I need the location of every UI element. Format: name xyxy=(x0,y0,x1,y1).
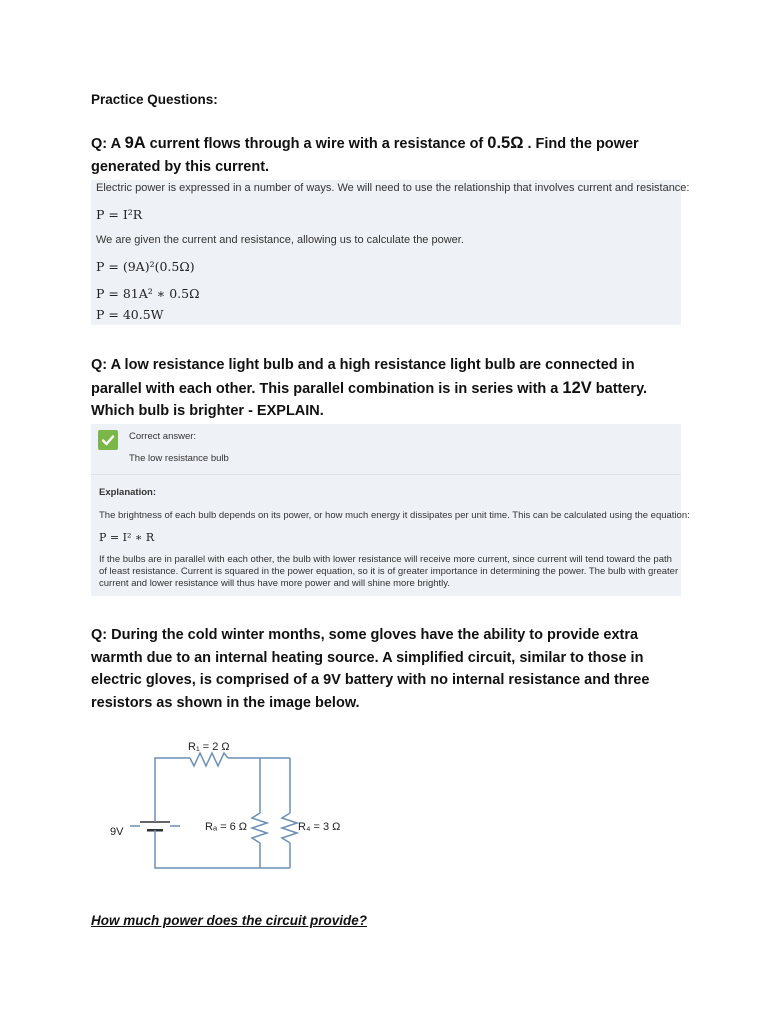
divider xyxy=(91,474,681,475)
q1-solution-panel xyxy=(91,180,690,325)
ra-label: Rₐ = 6 Ω xyxy=(205,821,247,833)
r1-label: R₁ = 2 Ω xyxy=(188,741,230,753)
explanation-line-1: The brightness of each bulb depends on its power, or how much energy it dissipates per unit time. This can be calculated using the equation: xyxy=(99,510,690,521)
q2-answer-panel xyxy=(91,424,690,596)
r4-label: R₄ = 3 Ω xyxy=(298,821,341,833)
question-2 xyxy=(91,354,681,423)
q1-equation-1: P = I²R xyxy=(96,207,143,222)
wire-bottom xyxy=(155,835,290,868)
q1-post: . Find the power generated by this current. xyxy=(91,136,639,175)
check-icon xyxy=(98,430,118,450)
q1-solution-given: We are given the current and resistance, allowing us to calculate the power. xyxy=(96,234,464,246)
q1-equation-2: P = (9A)²(0.5Ω) xyxy=(96,259,195,274)
r1-resistor-icon xyxy=(190,753,228,766)
q1-solution-intro: Electric power is expressed in a number of ways. We will need to use the relationship that involves current and resistance: xyxy=(96,182,690,194)
q2-pre: Q: A low resistance light bulb and a high resistance light bulb are connected in parallel with each other. This parallel combination is in series with a xyxy=(91,357,635,397)
battery-label: 9V xyxy=(110,826,124,838)
ra-resistor-icon xyxy=(252,813,267,843)
wire-left-top xyxy=(155,758,190,813)
page-heading: Practice Questions: xyxy=(91,92,218,107)
question-3: Q: During the cold winter months, some gloves have the ability to provide extra warmth due to an internal heating source. A simplified circuit, similar to those in electric gloves, is comprised of a 9V battery with no internal resistance and three resistors as shown in the image below. xyxy=(91,627,650,711)
q1-mid: current flows through a wire with a resistance of xyxy=(145,136,488,152)
r4-resistor-icon xyxy=(282,813,297,843)
q2-voltage: 12V xyxy=(562,378,592,397)
q1-current: 9A xyxy=(124,134,146,152)
q1-resistance: 0.5Ω xyxy=(487,134,524,152)
explanation-body: If the bulbs are in parallel with each other, the bulb with lower resistance will receive more current, since current will tend toward the path of least resistance. Current is squared in the power equation, so it is of greater importance in determining the power. The bulb with greater current and lower resistance will thus have more power and will shine more brightly. xyxy=(99,554,679,589)
correct-answer-text: The low resistance bulb xyxy=(129,453,229,464)
explanation-label: Explanation: xyxy=(99,487,157,498)
question-1 xyxy=(91,132,681,178)
circuit-diagram xyxy=(100,735,360,875)
explanation-equation: P = I² ∗ R xyxy=(99,531,155,544)
correct-answer-label: Correct answer: xyxy=(129,431,197,442)
q1-equation-3: P = 81A² ∗ 0.5Ω xyxy=(96,286,200,301)
final-question: How much power does the circuit provide? xyxy=(91,913,368,928)
q1-equation-4: P = 40.5W xyxy=(96,307,164,322)
q2-post: battery. Which bulb is brighter - EXPLAIN. xyxy=(91,380,648,419)
q1-pre: Q: A xyxy=(91,136,125,152)
